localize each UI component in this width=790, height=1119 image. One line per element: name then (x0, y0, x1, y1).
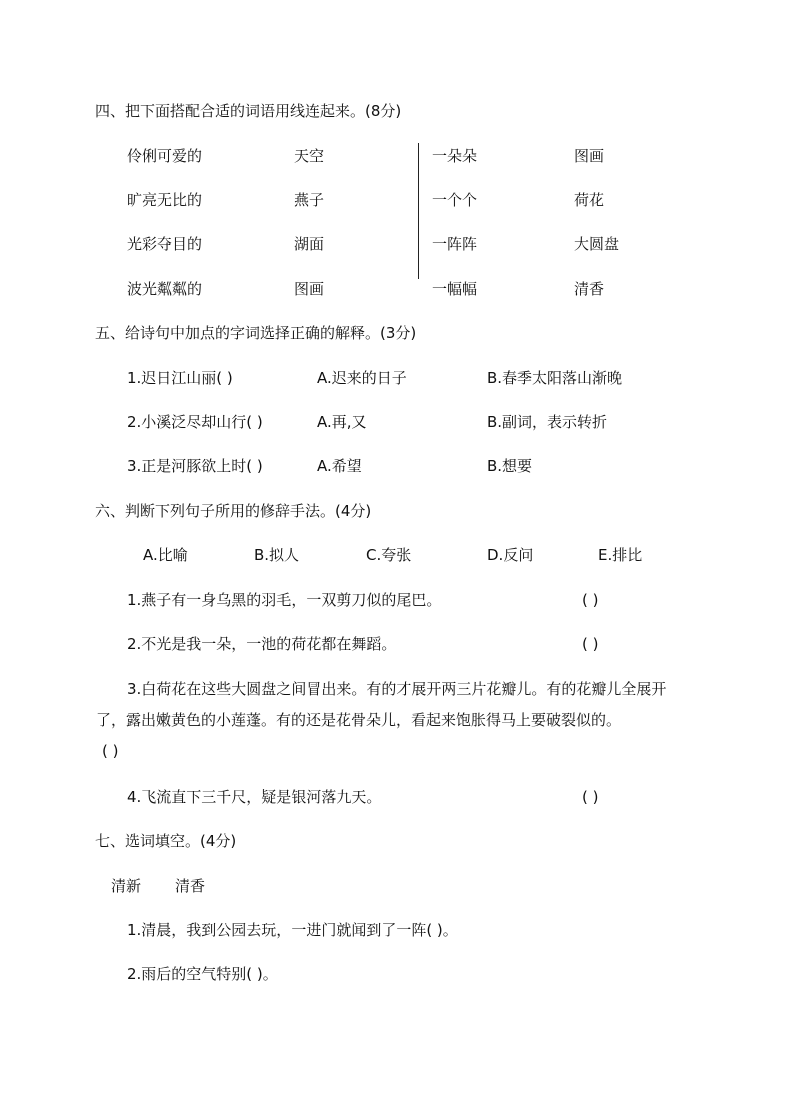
rhetoric-option-d: D.反问 (487, 546, 534, 564)
fill-question-1[interactable]: 1.清晨，我到公园去玩，一进门就闻到了一阵( )。 (127, 921, 458, 939)
rhetoric-option-b: B.拟人 (254, 546, 300, 564)
rhetoric-option-c: C.夸张 (366, 546, 412, 564)
match-measure-word-4: 一幅幅 (432, 280, 478, 298)
match-noun-1: 天空 (294, 147, 325, 165)
match-object-3: 大圆盘 (574, 235, 620, 253)
match-object-4: 清香 (574, 280, 605, 298)
section4-title: 四、把下面搭配合适的词语用线连起来。(8分) (95, 102, 402, 120)
column-divider (418, 143, 419, 279)
poem-question-1: 1.迟日江山丽( ) (127, 369, 233, 387)
rhetoric-option-e: E.排比 (598, 546, 643, 564)
rhetoric-question-3-line2: 了，露出嫩黄色的小莲蓬。有的还是花骨朵儿，看起来饱胀得马上要破裂似的。 (96, 711, 622, 729)
match-measure-word-1: 一朵朵 (432, 147, 478, 165)
poem-option-2b: B.副词，表示转折 (487, 413, 608, 431)
answer-blank-4[interactable]: ( ) (582, 788, 599, 806)
poem-option-1b: B.春季太阳落山渐晚 (487, 369, 623, 387)
match-object-2: 荷花 (574, 191, 605, 209)
section5-title: 五、给诗句中加点的字词选择正确的解释。(3分) (95, 324, 417, 342)
rhetoric-question-2: 2.不光是我一朵，一池的荷花都在舞蹈。 (127, 635, 397, 653)
section7-title: 七、选词填空。(4分) (95, 832, 237, 850)
rhetoric-question-4: 4.飞流直下三千尺，疑是银河落九天。 (127, 788, 382, 806)
match-noun-2: 燕子 (294, 191, 325, 209)
rhetoric-question-3-line1: 3.白荷花在这些大圆盘之间冒出来。有的才展开两三片花瓣儿。有的花瓣儿全展开 (127, 680, 667, 698)
poem-option-3a: A.希望 (317, 457, 362, 475)
match-left-word-3: 光彩夺目的 (127, 235, 203, 253)
match-object-1: 图画 (574, 147, 605, 165)
answer-blank-2[interactable]: ( ) (582, 635, 599, 653)
poem-question-3: 3.正是河豚欲上时( ) (127, 457, 263, 475)
match-measure-word-2: 一个个 (432, 191, 478, 209)
fill-question-2[interactable]: 2.雨后的空气特别( )。 (127, 965, 278, 983)
match-noun-3: 湖面 (294, 235, 325, 253)
rhetoric-question-1: 1.燕子有一身乌黑的羽毛，一双剪刀似的尾巴。 (127, 591, 442, 609)
poem-question-2: 2.小溪泛尽却山行( ) (127, 413, 263, 431)
answer-blank-1[interactable]: ( ) (582, 591, 599, 609)
match-left-word-2: 旷亮无比的 (127, 191, 203, 209)
match-measure-word-3: 一阵阵 (432, 235, 478, 253)
word-choice-2: 清香 (175, 877, 206, 895)
answer-blank-3[interactable]: ( ) (102, 742, 119, 760)
match-left-word-1: 伶俐可爱的 (127, 147, 203, 165)
match-left-word-4: 波光粼粼的 (127, 280, 203, 298)
match-noun-4: 图画 (294, 280, 325, 298)
rhetoric-option-a: A.比喻 (143, 546, 188, 564)
word-choice-1: 清新 (111, 877, 142, 895)
section6-title: 六、判断下列句子所用的修辞手法。(4分) (95, 502, 372, 520)
poem-option-1a: A.迟来的日子 (317, 369, 407, 387)
poem-option-2a: A.再,又 (317, 413, 367, 431)
poem-option-3b: B.想要 (487, 457, 533, 475)
